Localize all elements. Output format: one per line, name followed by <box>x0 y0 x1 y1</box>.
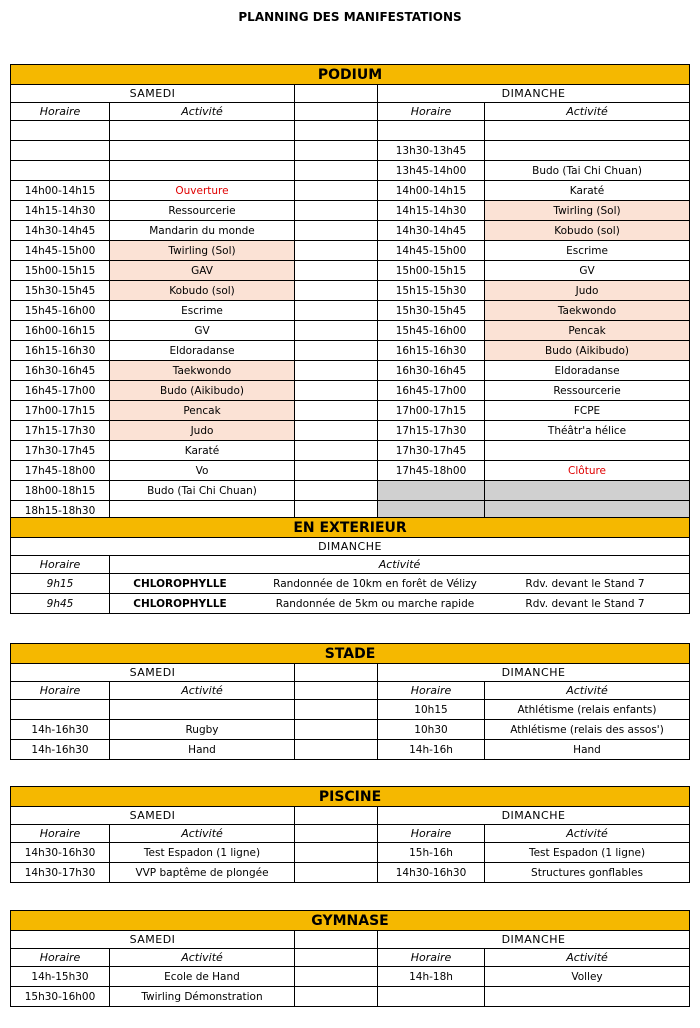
spacer-cell <box>295 381 378 401</box>
table-row <box>11 161 690 181</box>
saturday-activity <box>110 161 295 181</box>
outdoor-activity <box>110 574 690 594</box>
sunday-activity: Volley <box>485 967 690 987</box>
spacer-cell <box>295 949 378 967</box>
section-title-podium: PODIUM <box>11 65 690 85</box>
saturday-activity: Vo <box>110 461 295 481</box>
sunday-time <box>378 481 485 501</box>
podium-table <box>10 64 690 521</box>
header-horaire: Horaire <box>11 682 110 700</box>
table-row <box>11 700 690 720</box>
gymnase-table <box>10 910 690 1007</box>
sunday-time: 14h00-14h15 <box>378 181 485 201</box>
header-activite: Activité <box>110 556 690 574</box>
day-sunday: DIMANCHE <box>378 931 690 949</box>
table-row <box>11 441 690 461</box>
spacer-cell <box>295 843 378 863</box>
spacer-cell <box>295 161 378 181</box>
spacer-cell <box>295 181 378 201</box>
page-title: PLANNING DES MANIFESTATIONS <box>238 10 462 24</box>
spacer-cell <box>295 361 378 381</box>
saturday-time: 14h-16h30 <box>11 720 110 740</box>
sunday-activity: Escrime <box>485 241 690 261</box>
saturday-time: 17h45-18h00 <box>11 461 110 481</box>
sunday-activity: Judo <box>485 281 690 301</box>
section-title-gymnase: GYMNASE <box>11 911 690 931</box>
sunday-activity: Karaté <box>485 181 690 201</box>
table-row <box>11 301 690 321</box>
saturday-time <box>11 700 110 720</box>
header-activite: Activité <box>485 682 690 700</box>
sunday-time: 14h15-14h30 <box>378 201 485 221</box>
sunday-time: 14h30-14h45 <box>378 221 485 241</box>
spacer-cell <box>295 461 378 481</box>
sunday-activity: Budo (Aikibudo) <box>485 341 690 361</box>
day-saturday: SAMEDI <box>11 85 295 103</box>
sunday-time: 15h45-16h00 <box>378 321 485 341</box>
sunday-activity: Taekwondo <box>485 301 690 321</box>
sunday-time: 10h15 <box>378 700 485 720</box>
spacer-cell <box>295 201 378 221</box>
sunday-activity: Athlétisme (relais des assos') <box>485 720 690 740</box>
saturday-time: 16h45-17h00 <box>11 381 110 401</box>
spacer-cell <box>295 441 378 461</box>
sunday-time: 17h45-18h00 <box>378 461 485 481</box>
saturday-time: 15h00-15h15 <box>11 261 110 281</box>
saturday-activity: VVP baptême de plongée <box>110 863 295 883</box>
spacer-cell <box>295 85 378 103</box>
saturday-activity: Budo (Aikibudo) <box>110 381 295 401</box>
table-row <box>11 281 690 301</box>
saturday-activity <box>110 700 295 720</box>
saturday-activity: Mandarin du monde <box>110 221 295 241</box>
header-horaire: Horaire <box>11 949 110 967</box>
sunday-time <box>378 987 485 1007</box>
table-row <box>11 720 690 740</box>
table-row <box>11 594 690 614</box>
day-sunday: DIMANCHE <box>378 807 690 825</box>
sunday-time: 15h30-15h45 <box>378 301 485 321</box>
saturday-time: 17h30-17h45 <box>11 441 110 461</box>
sunday-time: 13h45-14h00 <box>378 161 485 181</box>
saturday-time: 15h45-16h00 <box>11 301 110 321</box>
spacer-cell <box>295 863 378 883</box>
saturday-activity: GAV <box>110 261 295 281</box>
sunday-activity: Test Espadon (1 ligne) <box>485 843 690 863</box>
sunday-time <box>378 121 485 141</box>
saturday-time: 14h00-14h15 <box>11 181 110 201</box>
sunday-activity: Twirling (Sol) <box>485 201 690 221</box>
day-saturday: SAMEDI <box>11 807 295 825</box>
spacer-cell <box>295 261 378 281</box>
club-name: CHLOROPHYLLE <box>133 597 227 610</box>
header-activite: Activité <box>485 825 690 843</box>
section-title-exterieur: EN EXTERIEUR <box>11 518 690 538</box>
spacer-cell <box>295 141 378 161</box>
sunday-time: 16h30-16h45 <box>378 361 485 381</box>
table-row <box>11 201 690 221</box>
saturday-time: 14h15-14h30 <box>11 201 110 221</box>
spacer-cell <box>295 121 378 141</box>
table-row <box>11 863 690 883</box>
sunday-time: 15h15-15h30 <box>378 281 485 301</box>
sunday-activity <box>485 441 690 461</box>
sunday-activity: Ressourcerie <box>485 381 690 401</box>
sunday-activity: Clôture <box>485 461 690 481</box>
spacer-cell <box>295 740 378 760</box>
spacer-cell <box>295 103 378 121</box>
header-horaire: Horaire <box>378 949 485 967</box>
saturday-time: 17h00-17h15 <box>11 401 110 421</box>
saturday-time <box>11 121 110 141</box>
spacer-cell <box>295 301 378 321</box>
sunday-activity: GV <box>485 261 690 281</box>
saturday-time: 14h30-14h45 <box>11 221 110 241</box>
header-activite: Activité <box>110 949 295 967</box>
section-title-stade: STADE <box>11 644 690 664</box>
saturday-time: 16h00-16h15 <box>11 321 110 341</box>
header-activite: Activité <box>110 825 295 843</box>
meeting-point: Rdv. devant le Stand 7 <box>525 577 645 590</box>
sunday-time: 17h30-17h45 <box>378 441 485 461</box>
table-row <box>11 843 690 863</box>
header-horaire: Horaire <box>11 103 110 121</box>
table-row <box>11 421 690 441</box>
sunday-time: 16h45-17h00 <box>378 381 485 401</box>
table-row <box>11 121 690 141</box>
table-row <box>11 740 690 760</box>
saturday-time <box>11 141 110 161</box>
sunday-activity <box>485 987 690 1007</box>
spacer-cell <box>295 825 378 843</box>
day-saturday: SAMEDI <box>11 931 295 949</box>
meeting-point: Rdv. devant le Stand 7 <box>525 597 645 610</box>
header-horaire: Horaire <box>378 825 485 843</box>
saturday-activity: Ouverture <box>110 181 295 201</box>
saturday-time: 16h30-16h45 <box>11 361 110 381</box>
spacer-cell <box>295 664 378 682</box>
saturday-time: 15h30-16h00 <box>11 987 110 1007</box>
table-row <box>11 481 690 501</box>
day-sunday: DIMANCHE <box>378 85 690 103</box>
outdoor-time: 9h15 <box>11 574 110 594</box>
saturday-time: 14h30-17h30 <box>11 863 110 883</box>
saturday-activity: Kobudo (sol) <box>110 281 295 301</box>
spacer-cell <box>295 967 378 987</box>
saturday-activity: Judo <box>110 421 295 441</box>
saturday-activity: Karaté <box>110 441 295 461</box>
outdoor-time: 9h45 <box>11 594 110 614</box>
table-row <box>11 321 690 341</box>
sunday-activity <box>485 481 690 501</box>
table-row <box>11 461 690 481</box>
header-activite: Activité <box>110 682 295 700</box>
sunday-activity: Pencak <box>485 321 690 341</box>
table-row <box>11 261 690 281</box>
table-row <box>11 181 690 201</box>
header-horaire: Horaire <box>378 103 485 121</box>
table-row <box>11 341 690 361</box>
saturday-activity <box>110 141 295 161</box>
spacer-cell <box>295 421 378 441</box>
sunday-activity: Théâtr'a hélice <box>485 421 690 441</box>
table-row <box>11 221 690 241</box>
table-row <box>11 381 690 401</box>
table-row <box>11 361 690 381</box>
sunday-activity: Eldoradanse <box>485 361 690 381</box>
saturday-time: 14h-16h30 <box>11 740 110 760</box>
saturday-time: 14h30-16h30 <box>11 843 110 863</box>
saturday-activity: Test Espadon (1 ligne) <box>110 843 295 863</box>
saturday-time: 14h45-15h00 <box>11 241 110 261</box>
saturday-activity: Ecole de Hand <box>110 967 295 987</box>
saturday-activity: GV <box>110 321 295 341</box>
activity-description: Randonnée de 10km en forêt de Vélizy <box>273 577 477 590</box>
spacer-cell <box>295 221 378 241</box>
saturday-time: 18h00-18h15 <box>11 481 110 501</box>
header-horaire: Horaire <box>11 825 110 843</box>
saturday-activity: Pencak <box>110 401 295 421</box>
spacer-cell <box>295 281 378 301</box>
day-sunday: DIMANCHE <box>378 664 690 682</box>
sunday-time: 17h00-17h15 <box>378 401 485 421</box>
table-row <box>11 967 690 987</box>
saturday-activity: Rugby <box>110 720 295 740</box>
activity-description: Randonnée de 5km ou marche rapide <box>275 597 475 610</box>
table-row <box>11 574 690 594</box>
outdoor-activity <box>110 594 690 614</box>
sunday-time: 10h30 <box>378 720 485 740</box>
saturday-activity: Budo (Tai Chi Chuan) <box>110 481 295 501</box>
sunday-time: 15h00-15h15 <box>378 261 485 281</box>
saturday-time: 15h30-15h45 <box>11 281 110 301</box>
spacer-cell <box>295 321 378 341</box>
header-activite: Activité <box>485 103 690 121</box>
saturday-activity: Eldoradanse <box>110 341 295 361</box>
saturday-time: 18h15-18h30 <box>11 501 110 521</box>
sunday-time: 14h45-15h00 <box>378 241 485 261</box>
saturday-activity: Taekwondo <box>110 361 295 381</box>
sunday-activity <box>485 141 690 161</box>
sunday-time: 14h-16h <box>378 740 485 760</box>
sunday-time: 16h15-16h30 <box>378 341 485 361</box>
saturday-time <box>11 161 110 181</box>
saturday-activity: Twirling (Sol) <box>110 241 295 261</box>
saturday-activity: Hand <box>110 740 295 760</box>
spacer-cell <box>295 682 378 700</box>
saturday-activity: Ressourcerie <box>110 201 295 221</box>
sunday-activity: Hand <box>485 740 690 760</box>
table-row <box>11 241 690 261</box>
saturday-activity: Escrime <box>110 301 295 321</box>
stade-table <box>10 643 690 760</box>
spacer-cell <box>295 481 378 501</box>
sunday-activity: FCPE <box>485 401 690 421</box>
spacer-cell <box>295 987 378 1007</box>
day-saturday: SAMEDI <box>11 664 295 682</box>
saturday-activity: Twirling Démonstration <box>110 987 295 1007</box>
saturday-time: 17h15-17h30 <box>11 421 110 441</box>
spacer-cell <box>295 700 378 720</box>
spacer-cell <box>295 401 378 421</box>
table-row <box>11 141 690 161</box>
section-title-piscine: PISCINE <box>11 787 690 807</box>
header-horaire: Horaire <box>11 556 110 574</box>
table-row <box>11 401 690 421</box>
day-sunday: DIMANCHE <box>11 538 690 556</box>
sunday-activity: Structures gonflables <box>485 863 690 883</box>
header-activite: Activité <box>110 103 295 121</box>
spacer-cell <box>295 341 378 361</box>
sunday-time: 14h30-16h30 <box>378 863 485 883</box>
sunday-activity: Budo (Tai Chi Chuan) <box>485 161 690 181</box>
exterieur-table <box>10 517 690 614</box>
sunday-time: 13h30-13h45 <box>378 141 485 161</box>
header-activite: Activité <box>485 949 690 967</box>
sunday-time: 14h-18h <box>378 967 485 987</box>
sunday-activity: Kobudo (sol) <box>485 221 690 241</box>
saturday-time: 14h-15h30 <box>11 967 110 987</box>
sunday-time: 15h-16h <box>378 843 485 863</box>
header-horaire: Horaire <box>378 682 485 700</box>
sunday-activity: Athlétisme (relais enfants) <box>485 700 690 720</box>
sunday-activity <box>485 121 690 141</box>
saturday-activity <box>110 121 295 141</box>
spacer-cell <box>295 241 378 261</box>
table-row <box>11 987 690 1007</box>
club-name: CHLOROPHYLLE <box>133 577 227 590</box>
piscine-table <box>10 786 690 883</box>
spacer-cell <box>295 931 378 949</box>
sunday-time: 17h15-17h30 <box>378 421 485 441</box>
saturday-time: 16h15-16h30 <box>11 341 110 361</box>
spacer-cell <box>295 720 378 740</box>
spacer-cell <box>295 807 378 825</box>
